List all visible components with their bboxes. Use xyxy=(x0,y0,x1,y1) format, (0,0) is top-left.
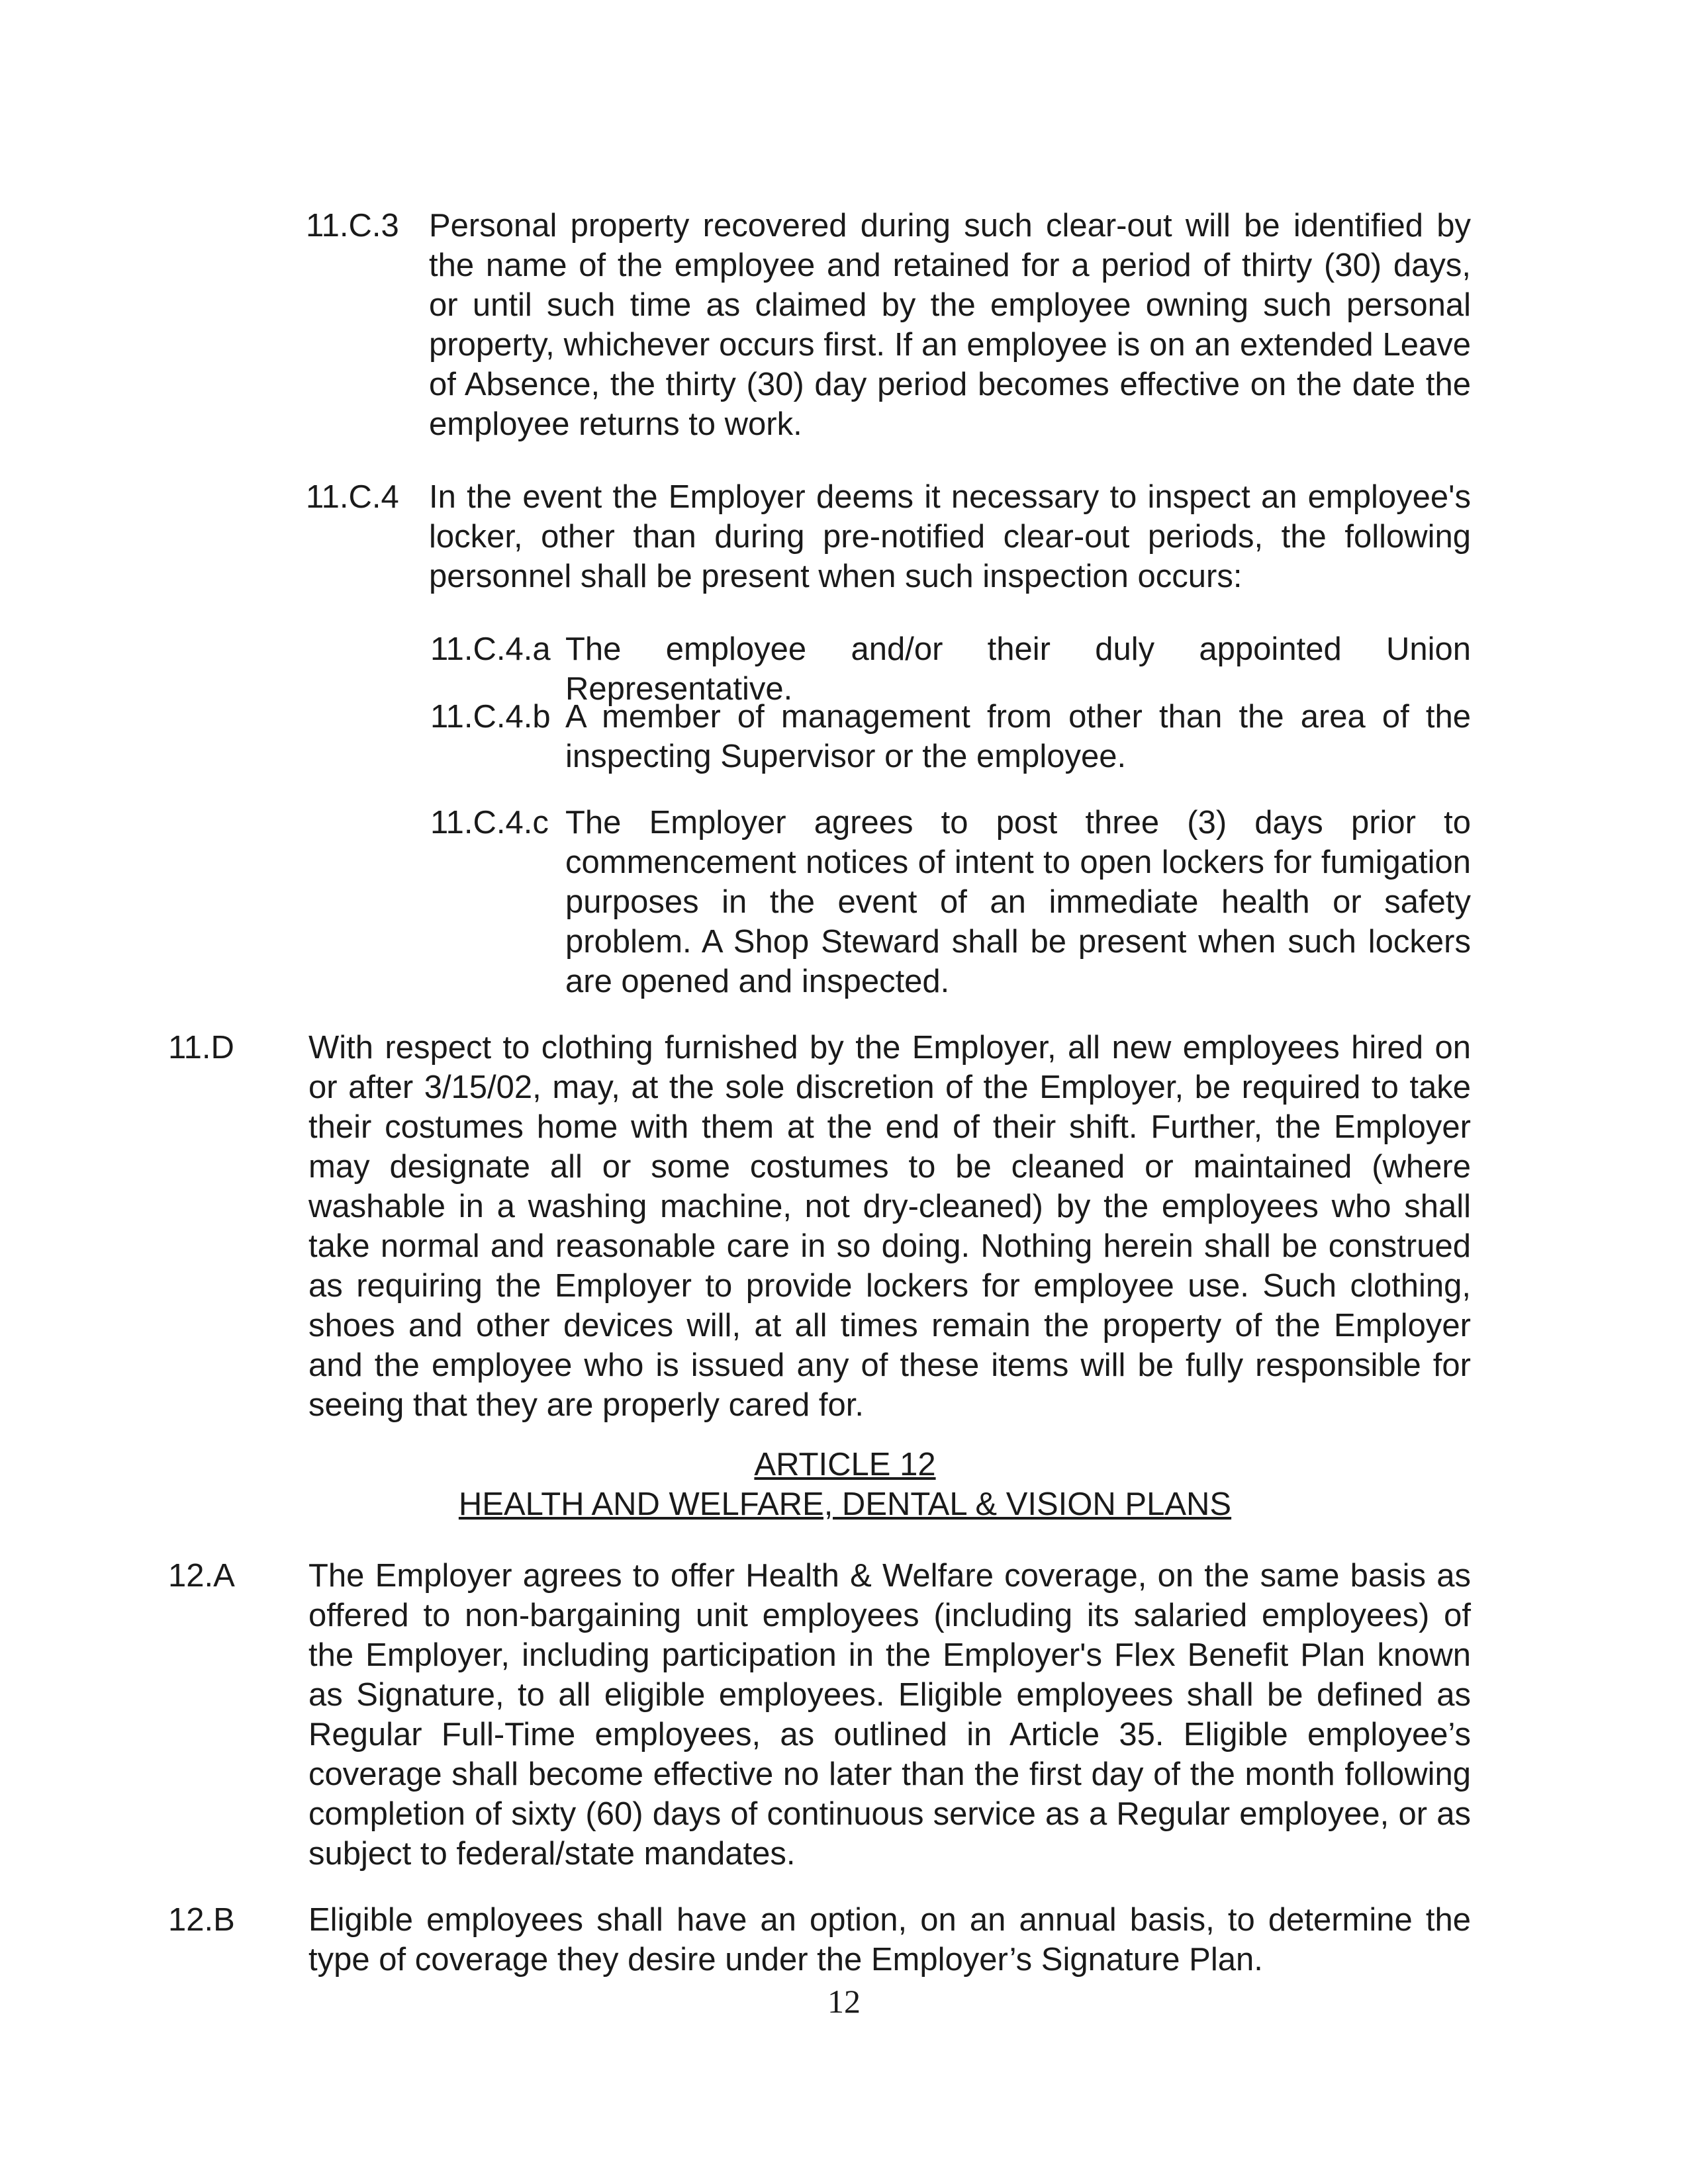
clause-text: In the event the Employer deems it necessary to inspect an employee's locker, other than during pre-notified clear-out periods, the following personnel shall be present when such inspection occurs: xyxy=(429,479,1471,594)
clause-text: Personal property recovered during such clear-out will be identified by the name of the employee and retained for a period of thirty (30) days, or until such time as claimed by the employee owning such personal property, whichever occurs first. If an employee is on an extended Leave of Absence, the thirty (30) day period becomes effective on the date the employee returns to work. xyxy=(429,208,1471,442)
clause-number: 12.B xyxy=(168,1902,235,1938)
clause-11-c-4-c xyxy=(430,803,1471,1001)
clause-11-c-3 xyxy=(306,206,1471,444)
clause-text: A member of management from other than the area of the inspecting Supervisor or the employee. xyxy=(565,699,1471,774)
page-number: 12 xyxy=(827,1983,861,2020)
clause-text: The Employer agrees to post three (3) days prior to commencement notices of intent to open lockers for fumigation purposes in the event of an immediate health or safety problem. A Shop Steward shall be present when such lockers are opened and inspected. xyxy=(565,805,1471,999)
clause-11-c-4 xyxy=(306,477,1471,596)
clause-12-b xyxy=(168,1900,1471,1979)
clause-12-a xyxy=(168,1556,1471,1874)
clause-text: With respect to clothing furnished by the Employer, all new employees hired on or after 3/15/02, may, at the sole discretion of the Employer, be required to take their costumes home with them at the end of their shift. Further, the Employer may designate all or some costumes to be cleaned or maintained (where washable in a washing machine, not dry-cleaned) by the employees who shall take normal and reasonable care in so doing. Nothing herein shall be construed as requiring the Employer to provide lockers for employee use. Such clothing, shoes and other devices will, at all times remain the property of the Employer and the employee who is issued any of these items will be fully responsible for seeing that they are properly cared for. xyxy=(308,1030,1471,1423)
clause-text: The Employer agrees to offer Health & Welfare coverage, on the same basis as offered to non-bargaining unit employees (including its salaried employees) of the Employer, including participation in the Employer's Flex Benefit Plan known as Signature, to all eligible employees. Eligible employees shall be defined as Regular Full-Time employees, as outlined in Article 35. Eligible employee’s coverage shall become effective no later than the first day of the month following completion of sixty (60) days of continuous service as a Regular employee, or as subject to federal/state mandates. xyxy=(308,1558,1471,1872)
clause-11-c-4-b xyxy=(430,697,1471,776)
clause-number: 11.C.4 xyxy=(306,479,399,515)
clause-number: 11.D xyxy=(168,1030,234,1066)
clause-number: 11.C.4.c xyxy=(430,805,549,841)
clause-11-d xyxy=(168,1028,1471,1425)
clause-text: Eligible employees shall have an option, on an annual basis, to determine the type of coverage they desire under the Employer’s Signature Plan. xyxy=(308,1902,1471,1978)
clause-text: The employee and/or their duly appointed Union Representative. xyxy=(565,631,1471,707)
clause-number: 11.C.4.a xyxy=(430,631,551,667)
article-subheading: HEALTH AND WELFARE, DENTAL & VISION PLANS xyxy=(458,1486,1232,1522)
clause-number: 11.C.3 xyxy=(306,208,399,244)
clause-number: 11.C.4.b xyxy=(430,699,551,735)
clause-number: 12.A xyxy=(168,1558,235,1594)
article-heading: ARTICLE 12 xyxy=(754,1447,936,1482)
